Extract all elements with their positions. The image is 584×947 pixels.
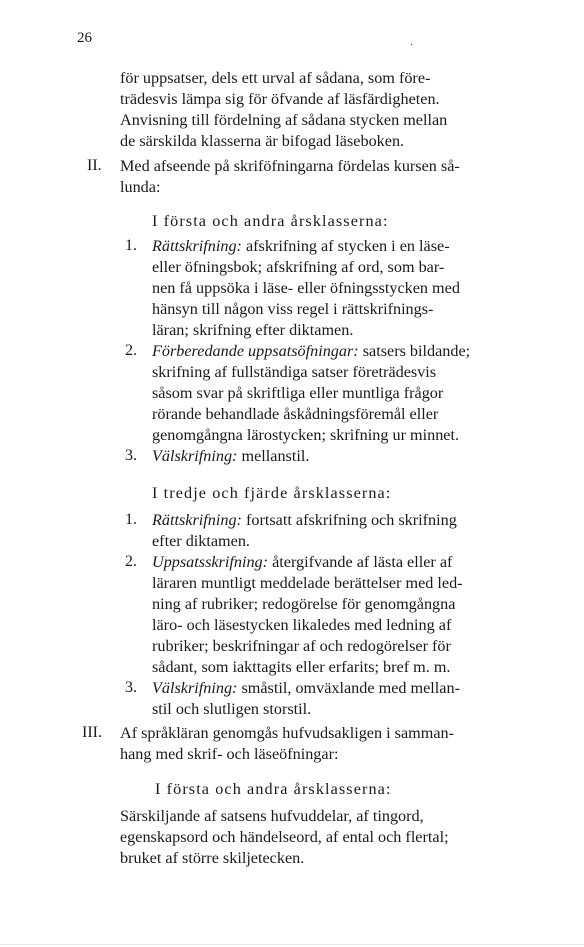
list-item-first-line [152, 236, 450, 257]
text-line: Med afseende på skriföfningarna fördelas kursen så- [120, 157, 460, 175]
list-item-first-line [152, 678, 460, 699]
text-line: lunda: [120, 178, 161, 196]
item-title: Rättskrifning: [152, 237, 242, 255]
text-line: de särskilda klasserna är bifogad läseboken. [120, 132, 405, 150]
text-line: trädesvis lämpa sig för öfvande af läsfärdigheten. [120, 90, 440, 108]
item-title: Rättskrifning: [152, 511, 242, 529]
item-text: fortsatt afskrifning och skrifning [241, 511, 457, 529]
text-line: hang med skrif- och läseöfningar: [120, 745, 339, 763]
item-text: afskrifning af stycken i en läse- [241, 237, 450, 255]
text-line: bruket af större skiljetecken. [120, 849, 305, 867]
item-number: 1. [125, 511, 137, 528]
text-line: stil och slutligen storstil. [152, 700, 312, 718]
item-text: småstil, omväxlande med mellan- [237, 679, 460, 697]
subheading: I första och andra årsklasserna: [155, 780, 392, 798]
list-item-first-line [152, 446, 309, 467]
speck: · [410, 40, 414, 51]
text-line: ning af rubriker; redogörelse för genomgångna [152, 595, 456, 613]
item-title: Uppsatsskrifning: [152, 553, 269, 571]
item-number: 3. [125, 679, 137, 696]
item-title: Välskrifning: [152, 679, 238, 697]
item-number: 1. [125, 237, 137, 254]
text-line: efter diktamen. [152, 532, 250, 550]
text-line: Af språkläran genomgås hufvudsakligen i samman- [120, 724, 455, 742]
list-item-first-line [152, 552, 452, 573]
text-line: Särskiljande af satsens hufvuddelar, af tingord, [120, 807, 424, 825]
text-line: sådant, som iakttagits eller erfarits; bref m. m. [152, 658, 451, 676]
item-text: återgifvande af lästa eller af [268, 553, 453, 571]
item-title: Förberedande uppsatsöfningar: [152, 342, 359, 360]
text-line: egenskapsord och händelseord, af ental och flertal; [120, 828, 449, 846]
text-line: Anvisning till fördelning af sådana stycken mellan [120, 111, 448, 129]
text-line: läran; skrifning efter diktamen. [152, 321, 354, 339]
page-number: 26 [77, 30, 92, 46]
text-line: rubriker; beskrifningar af och redogörelser för [152, 637, 451, 655]
section-label-II: II. [87, 157, 102, 174]
text-line: såsom svar på skriftliga eller muntliga frågor [152, 384, 444, 402]
item-text: mellanstil. [237, 447, 310, 465]
subheading: I tredje och fjärde årsklasserna: [152, 484, 392, 502]
text-line: eller öfningsbok; afskrifning af ord, som bar- [152, 258, 445, 276]
text-line: för uppsatser, dels ett urval af sådana, som före- [120, 69, 431, 87]
subheading: I första och andra årsklasserna: [152, 212, 389, 230]
list-item-first-line [152, 341, 470, 362]
item-text: satsers bildande; [358, 342, 471, 360]
text-line: läro- och läsestycken likaledes med ledning af [152, 616, 452, 634]
text-line: rörande behandlade åskådningsföremål eller [152, 405, 439, 423]
list-item-first-line [152, 510, 457, 531]
item-number: 2. [125, 342, 137, 359]
text-line: hänsyn till någon viss regel i rättskrifnings- [152, 300, 434, 318]
text-line: genomgångna lärostycken; skrifning ur minnet. [152, 426, 460, 444]
item-number: 3. [125, 447, 137, 464]
item-number: 2. [125, 553, 137, 570]
text-line: läraren muntligt meddelade berättelser med led- [152, 574, 463, 592]
item-title: Välskrifning: [152, 447, 238, 465]
text-line: skrifning af fullständiga satser företrädesvis [152, 363, 437, 381]
text-line: nen få uppsöka i läse- eller öfningsstycken med [152, 279, 460, 297]
page-edge [0, 944, 584, 945]
section-label-III: III. [82, 724, 102, 741]
